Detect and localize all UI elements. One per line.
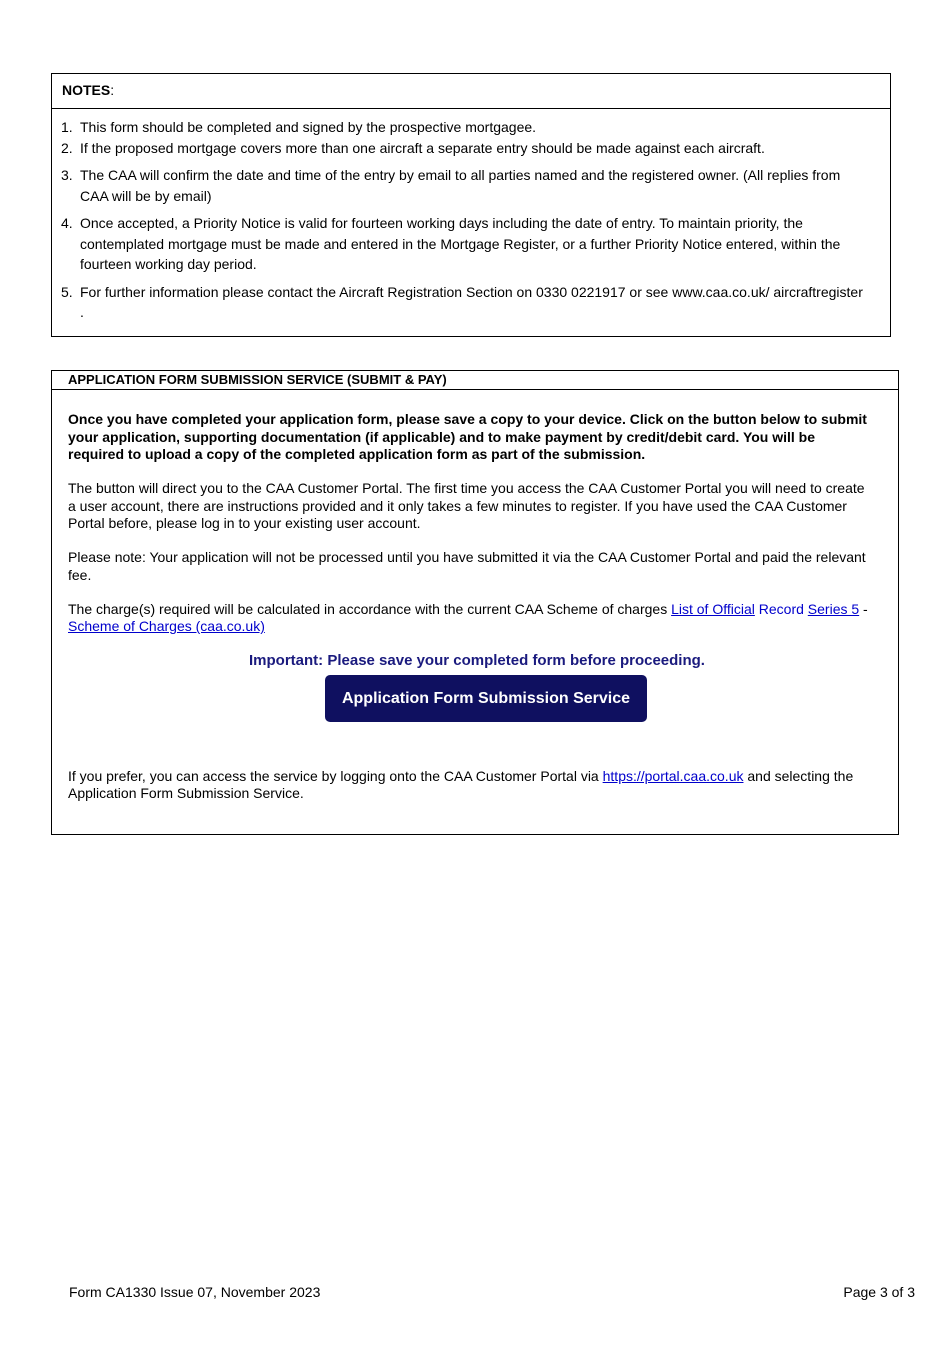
- list-item: [52, 213, 870, 275]
- charges-text: The charge(s) required will be calculated in accordance with the current CAA Scheme of charges: [68, 600, 672, 617]
- note-text: This form should be completed and signed by the prospective mortgagee.: [80, 119, 537, 135]
- record-text: Record: [758, 600, 804, 617]
- link-series-5[interactable]: Series 5: [807, 600, 860, 617]
- notes-list: [52, 109, 890, 323]
- dash-text: -: [859, 600, 868, 617]
- prefer-paragraph: [68, 768, 868, 803]
- charges-paragraph: [68, 601, 868, 636]
- note-number: 5.: [61, 283, 73, 300]
- note-text: If the proposed mortgage covers more than one aircraft a separate entry should be made against each aircraft.: [80, 139, 765, 156]
- note-number: 3.: [61, 167, 73, 183]
- prefer-text-after: and selecting the Application Form Submission Service.: [68, 767, 854, 801]
- note-text: The CAA will confirm the date and time of the entry by email to all parties named and the registered owner. (All replies from CAA will be by email): [80, 167, 841, 204]
- notes-title-suffix: :: [110, 82, 115, 98]
- note-number: 4.: [61, 215, 73, 231]
- note-paragraph: Please note: Your application will not be processed until you have submitted it via the CAA Customer Portal and paid the relevant fee.: [68, 549, 866, 583]
- footer-form-id: Form CA1330 Issue 07, November 2023: [69, 1284, 321, 1300]
- notes-title: NOTES: [62, 82, 111, 98]
- notes-section: [51, 73, 891, 337]
- application-body: [52, 390, 898, 803]
- note-number: 1.: [61, 119, 73, 135]
- link-list-official[interactable]: List of Official: [671, 600, 755, 617]
- portal-link[interactable]: https://portal.caa.co.uk: [602, 767, 744, 784]
- note-text: For further information please contact the Aircraft Registration Section on 0330 0221917 or see www.caa.co.uk/ aircraftregister .: [80, 283, 863, 320]
- link-scheme-of-charges[interactable]: Scheme of Charges (caa.co.uk): [68, 618, 265, 634]
- list-item: [52, 165, 870, 206]
- footer-page-number: Page 3 of 3: [843, 1284, 915, 1300]
- list-item: [52, 282, 870, 323]
- portal-paragraph: The button will direct you to the CAA Customer Portal. The first time you access the CAA Customer Portal you will need to create a user account, there are instructions provided and it only takes a few minutes to register. If you have used the CAA Customer Portal before, please log in to your existing user account.: [68, 480, 865, 531]
- application-header: APPLICATION FORM SUBMISSION SERVICE (SUBMIT & PAY): [52, 371, 898, 390]
- note-text: Once accepted, a Priority Notice is valid for fourteen working days including the date of entry. To maintain priority, the contemplated mortgage must be made and entered in the Mortgage Register, or a further Priority Notice entered, within the fourteen working day period.: [80, 215, 841, 272]
- important-notice: Important: Please save your completed form before proceeding.: [249, 652, 705, 669]
- intro-paragraph: Once you have completed your application form, please save a copy to your device. Click on the button below to submit your application, supporting documentation (if applicable) and to make payment by credit/debit card. You will be required to upload a copy of the completed application form as part of the submission.: [68, 411, 867, 462]
- note-number: 2.: [61, 139, 73, 156]
- application-form-submission-button[interactable]: Application Form Submission Service: [325, 675, 647, 722]
- list-item: [52, 138, 870, 159]
- notes-header: [52, 74, 890, 109]
- list-item: [52, 117, 870, 138]
- button-container: [68, 675, 868, 722]
- application-section: [51, 370, 899, 835]
- prefer-text-before: If you prefer, you can access the service by logging onto the CAA Customer Portal via: [68, 767, 603, 784]
